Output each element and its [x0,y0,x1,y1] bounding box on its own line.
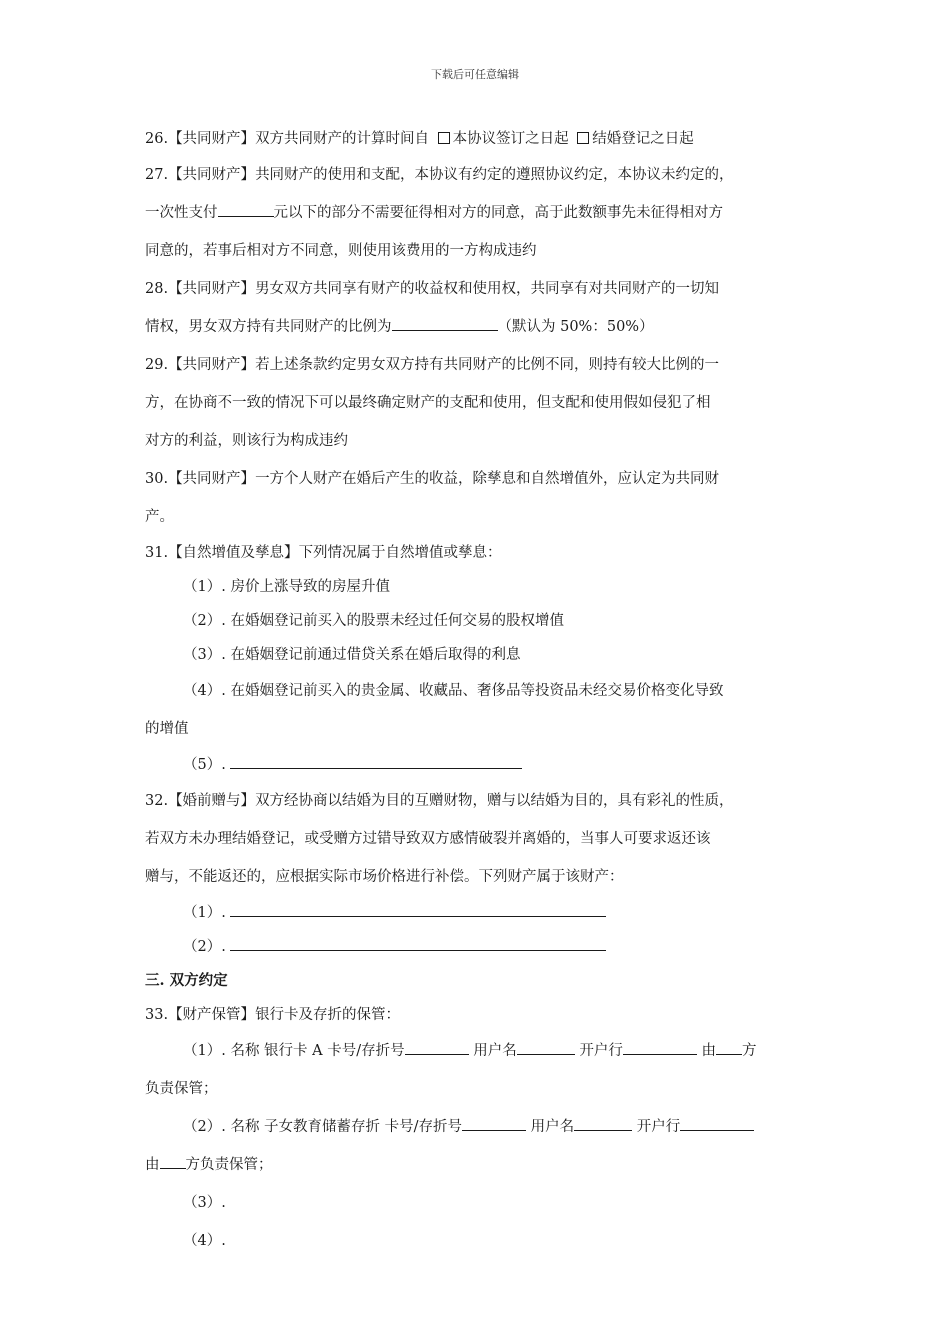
clause-text: 共同财产的使用和支配，本协议有约定的遵照协议约定，本协议未约定的， [255,167,734,183]
party-blank[interactable] [716,1040,742,1055]
clause-27 [145,156,813,194]
clause-32-sub-2 [145,930,813,964]
sub-label: 开户行 [632,1119,681,1135]
ratio-blank[interactable] [392,316,498,331]
sub-label: （5）. [183,757,231,773]
clause-32-line-3 [145,858,813,896]
clause-33-sub-1-cont: 负责保管； [145,1081,218,1097]
checkbox-icon[interactable] [577,132,589,144]
party-blank[interactable] [160,1154,186,1169]
sub-label: 方 [741,1043,757,1059]
clause-number: 28. [145,281,169,297]
clause-31-sub-4-cont: 的增值 [145,721,189,737]
clause-tag: 【共同财产】 [168,131,256,147]
clause-30 [145,460,813,498]
fill-blank[interactable] [230,754,522,769]
sub-label: （1）. 名称 银行卡 A 卡号/存折号 [183,1043,405,1059]
amount-blank[interactable] [218,202,274,217]
clause-31-sub-3: （3）. 在婚姻登记前通过借贷关系在婚后取得的利息 [183,647,521,663]
clause-tag: 【共同财产】 [168,281,256,297]
clause-number: 29. [145,357,169,373]
option-label: 结婚登记之日起 [592,131,694,147]
clause-tag: 【共同财产】 [168,471,256,487]
clause-text: 元以下的部分不需要征得相对方的同意，高于此数额事先未征得相对方 [273,205,723,221]
clause-32-line-2 [145,820,813,858]
username-blank[interactable] [574,1116,632,1131]
clause-33-sub-4: （4）. [183,1233,226,1249]
clause-32-sub-1 [145,896,813,930]
clause-text: 对方的利益，则该行为构成违约 [145,433,348,449]
clause-31-sub-4: （4）. 在婚姻登记前买入的贵金属、收藏品、奢侈品等投资品未经交易价格变化导致 [183,683,724,699]
sub-label: 方负责保管； [185,1157,273,1173]
clause-26 [145,122,813,156]
clause-33 [145,998,813,1032]
clause-27-line-3 [145,232,813,270]
document-body [145,122,813,1260]
clause-28 [145,270,813,308]
clause-33-sub-3: （3）. [183,1195,226,1211]
clause-text: 男女双方共同享有财产的收益权和使用权，共同享有对共同财产的一切知 [255,281,720,297]
sub-label: 由 [696,1043,716,1059]
clause-31 [145,536,813,570]
card-number-blank[interactable] [462,1116,526,1131]
clause-29-line-3 [145,422,813,460]
clause-30-line-2 [145,498,813,536]
sub-label: 用户名 [468,1043,517,1059]
clause-text: 情权，男女双方持有共同财产的比例为 [145,319,392,335]
clause-29-line-2 [145,384,813,422]
clause-31-sub-5 [145,748,813,782]
clause-text: 若双方未办理结婚登记，或受赠方过错导致双方感情破裂并离婚的，当事人可要求返还该 [145,831,711,847]
clause-tag: 【共同财产】 [168,357,256,373]
clause-33-sub-2 [145,1108,813,1146]
clause-number: 26. [145,131,169,147]
sub-label: （1）. [183,905,231,921]
clause-number: 33. [145,1007,169,1023]
bank-blank[interactable] [623,1040,697,1055]
checkbox-icon[interactable] [438,132,450,144]
clause-tag: 【财产保管】 [168,1007,256,1023]
page-header: 下载后可任意编辑 [431,68,519,81]
clause-32 [145,782,813,820]
clause-text: 方，在协商不一致的情况下可以最终确定财产的支配和使用，但支配和使用假如侵犯了相 [145,395,711,411]
section-heading: 三. 双方约定 [145,972,228,989]
clause-number: 32. [145,793,169,809]
clause-text: 产。 [145,509,174,525]
clause-text: 赠与，不能返还的，应根据实际市场价格进行补偿。下列财产属于该财产： [145,869,624,885]
sub-label: 由 [145,1157,160,1173]
fill-blank[interactable] [230,902,606,917]
sub-label: （2）. 名称 子女教育储蓄存折 卡号/存折号 [183,1119,463,1135]
card-number-blank[interactable] [405,1040,469,1055]
clause-33-sub-1 [145,1032,813,1070]
clause-27-line-2 [145,194,813,232]
clause-text: 下列情况属于自然增值或孳息： [298,545,502,561]
fill-blank[interactable] [230,936,606,951]
clause-29 [145,346,813,384]
clause-text: （默认为 50%：50%） [497,319,654,335]
clause-31-sub-2: （2）. 在婚姻登记前买入的股票未经过任何交易的股权增值 [183,613,564,629]
clause-number: 30. [145,471,169,487]
clause-number: 27. [145,167,169,183]
sub-label: 开户行 [574,1043,623,1059]
clause-31-sub-1: （1）. 房价上涨导致的房屋升值 [183,579,390,595]
clause-text: 同意的，若事后相对方不同意，则使用该费用的一方构成违约 [145,243,537,259]
sub-label: （2）. [183,939,231,955]
clause-33-sub-2-cont [145,1146,813,1184]
clause-text: 双方经协商以结婚为目的互赠财物，赠与以结婚为目的，具有彩礼的性质， [255,793,734,809]
clause-text: 一方个人财产在婚后产生的收益，除孳息和自然增值外，应认定为共同财 [255,471,720,487]
clause-tag: 【自然增值及孳息】 [168,545,299,561]
sub-label: 用户名 [526,1119,575,1135]
clause-text: 双方共同财产的计算时间自 [255,131,430,147]
clause-text: 银行卡及存折的保管： [255,1007,401,1023]
username-blank[interactable] [517,1040,575,1055]
clause-tag: 【婚前赠与】 [168,793,256,809]
option-label: 本协议签订之日起 [452,131,569,147]
clause-number: 31. [145,545,169,561]
clause-28-line-2 [145,308,813,346]
bank-blank[interactable] [680,1116,754,1131]
clause-text: 若上述条款约定男女双方持有共同财产的比例不同，则持有较大比例的一 [255,357,720,373]
clause-text: 一次性支付 [145,205,218,221]
clause-tag: 【共同财产】 [168,167,256,183]
